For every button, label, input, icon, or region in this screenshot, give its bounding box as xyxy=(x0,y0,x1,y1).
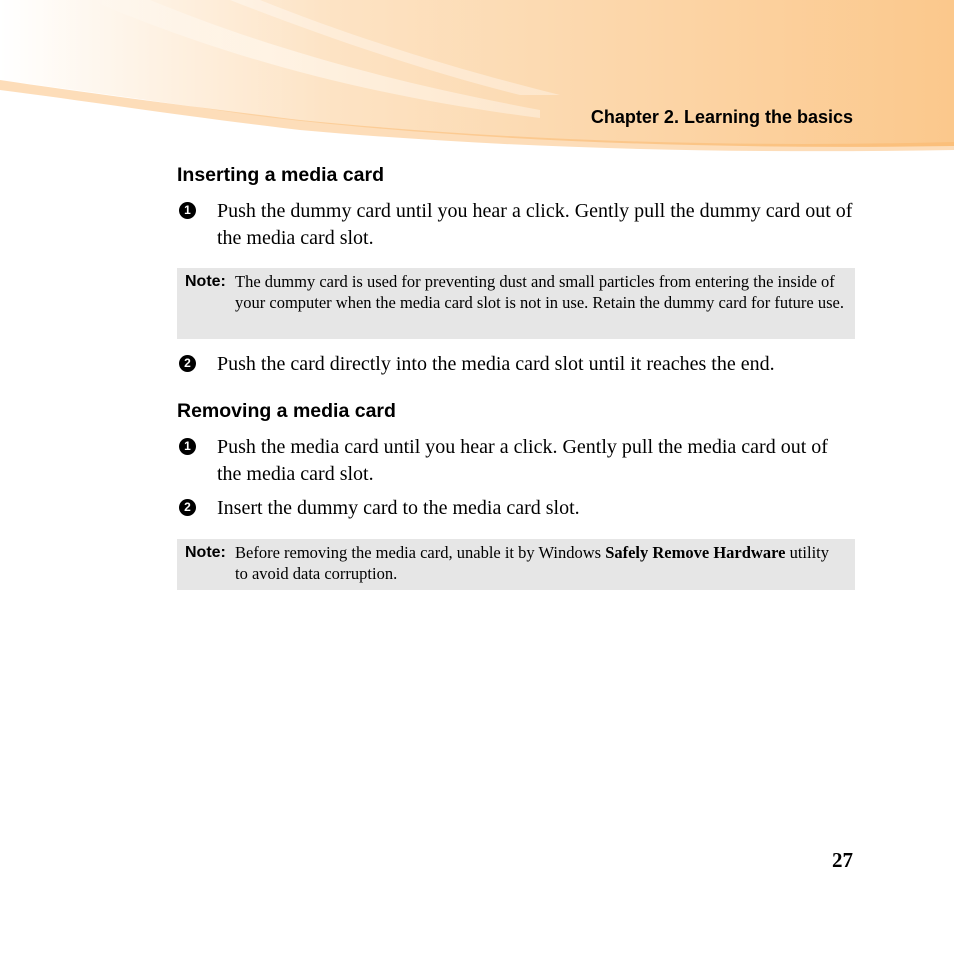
list-item xyxy=(177,434,857,490)
step-number-badge: 1 xyxy=(179,202,196,219)
list-item xyxy=(177,198,857,254)
step-text: Push the card directly into the media card slot until it reaches the end. xyxy=(217,353,775,375)
note-text-before: Before removing the media card, unable it by Windows xyxy=(235,543,602,562)
note-box xyxy=(177,268,855,339)
note-text-after: utility to avoid data corruption. xyxy=(235,543,829,583)
note-label: Note: xyxy=(185,544,226,561)
header-banner xyxy=(0,0,954,160)
note-label: Note: xyxy=(185,273,226,290)
step-text: Push the dummy card until you hear a click. Gently pull the dummy card out of the media card slot. xyxy=(217,200,853,249)
note-ui-reference: Safely Remove Hardware xyxy=(605,543,786,562)
section-heading-removing: Removing a media card xyxy=(177,400,396,422)
step-number-badge: 1 xyxy=(179,438,196,455)
step-text: Insert the dummy card to the media card slot. xyxy=(217,497,580,519)
note-text xyxy=(235,543,845,584)
note-text: The dummy card is used for preventing dust and small particles from entering the inside of your computer when the media card slot is not in use. Retain the dummy card for future use. xyxy=(235,272,844,312)
note-box xyxy=(177,539,855,590)
step-text: Push the media card until you hear a click. Gently pull the media card out of the media card slot. xyxy=(217,436,828,485)
list-item xyxy=(177,351,857,379)
list-item xyxy=(177,495,857,523)
chapter-title: Chapter 2. Learning the basics xyxy=(590,107,853,127)
section-heading-inserting: Inserting a media card xyxy=(177,164,384,186)
step-number-badge: 2 xyxy=(179,355,196,372)
step-number-badge: 2 xyxy=(179,499,196,516)
page-number: 27 xyxy=(832,848,853,872)
